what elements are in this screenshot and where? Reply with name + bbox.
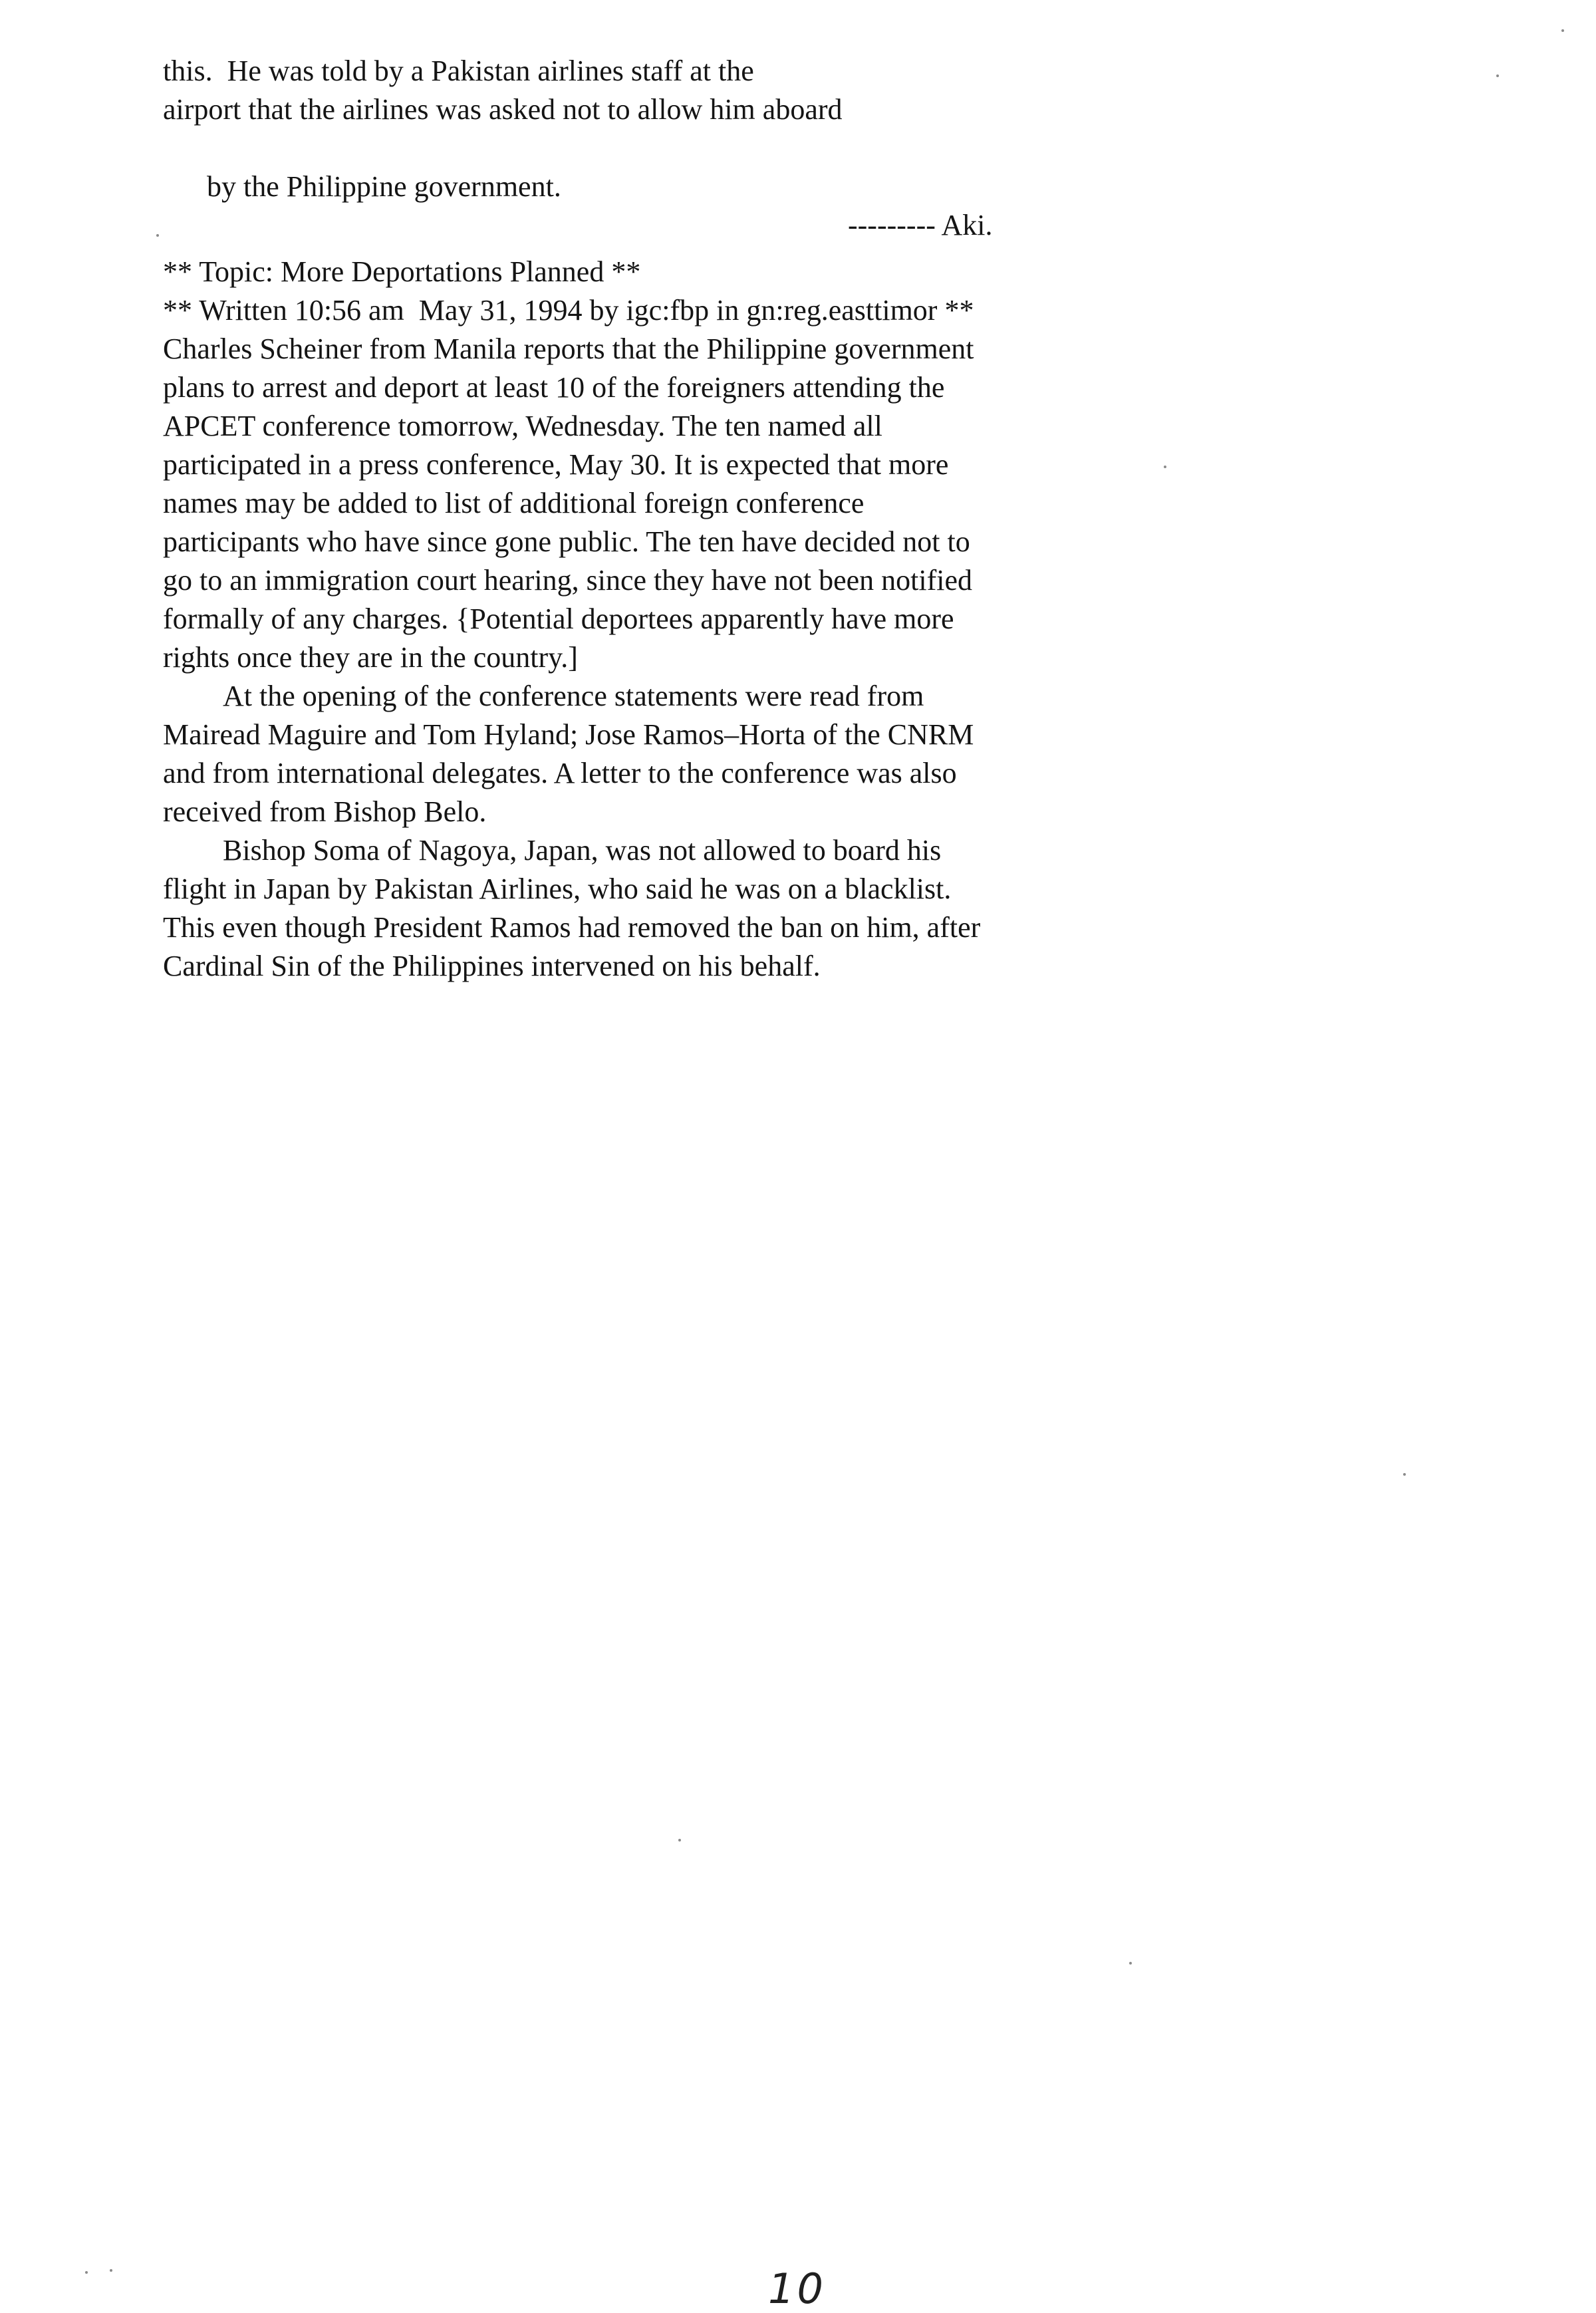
text-line: received from Bishop Belo. — [163, 795, 487, 828]
paragraph-3 — [163, 831, 1200, 986]
continuation-text — [163, 52, 1200, 283]
scan-speck — [156, 234, 159, 237]
text-line: airport that the airlines was asked not to allow him aboard — [163, 93, 843, 126]
text-line: rights once they are in the country.] — [163, 641, 578, 674]
scan-speck — [110, 2269, 112, 2272]
text-line: plans to arrest and deport at least 10 of the foreigners attending the — [163, 371, 945, 404]
scan-speck — [1403, 1473, 1406, 1476]
text-line: This even though President Ramos had removed the ban on him, after — [163, 911, 981, 944]
scan-speck — [1496, 74, 1499, 77]
topic-header: ** Topic: More Deportations Planned ** — [163, 255, 641, 288]
scan-speck — [678, 1839, 681, 1841]
text-line: names may be added to list of additional foreign conference — [163, 487, 864, 519]
text-line: go to an immigration court hearing, since they have not been notified — [163, 564, 972, 597]
text-line: Mairead Maguire and Tom Hyland; Jose Ramos–Horta of the CNRM — [163, 718, 974, 751]
text-line: participated in a press conference, May 30. It is expected that more — [163, 448, 949, 481]
text-line: participants who have since gone public. The ten have decided not to — [163, 525, 970, 558]
author-signature: --------- Aki. — [848, 209, 993, 241]
article — [163, 253, 1200, 986]
paragraph-1 — [163, 330, 1200, 677]
text-line: At the opening of the conference statements were read from — [223, 680, 924, 712]
text-line: formally of any charges. {Potential deportees apparently have more — [163, 603, 954, 635]
text-line: Charles Scheiner from Manila reports that the Philippine government — [163, 333, 974, 365]
page-number: 10 — [768, 2264, 826, 2313]
scan-speck — [1129, 1962, 1132, 1965]
text-line-content: by the Philippine government. — [207, 170, 561, 203]
written-header: ** Written 10:56 am May 31, 1994 by igc:fbp in gn:reg.easttimor ** — [163, 294, 974, 327]
scan-speck — [85, 2271, 88, 2274]
text-line: APCET conference tomorrow, Wednesday. The ten named all — [163, 410, 882, 442]
text-line: this. He was told by a Pakistan airlines staff at the — [163, 55, 754, 87]
text-line: Cardinal Sin of the Philippines intervened on his behalf. — [163, 950, 821, 982]
text-line: and from international delegates. A letter to the conference was also — [163, 757, 957, 789]
scan-speck — [1561, 29, 1564, 32]
scan-speck — [1164, 466, 1166, 468]
text-line: flight in Japan by Pakistan Airlines, who said he was on a blacklist. — [163, 873, 952, 905]
text-line: Bishop Soma of Nagoya, Japan, was not allowed to board his — [223, 834, 942, 867]
paragraph-2 — [163, 677, 1200, 831]
